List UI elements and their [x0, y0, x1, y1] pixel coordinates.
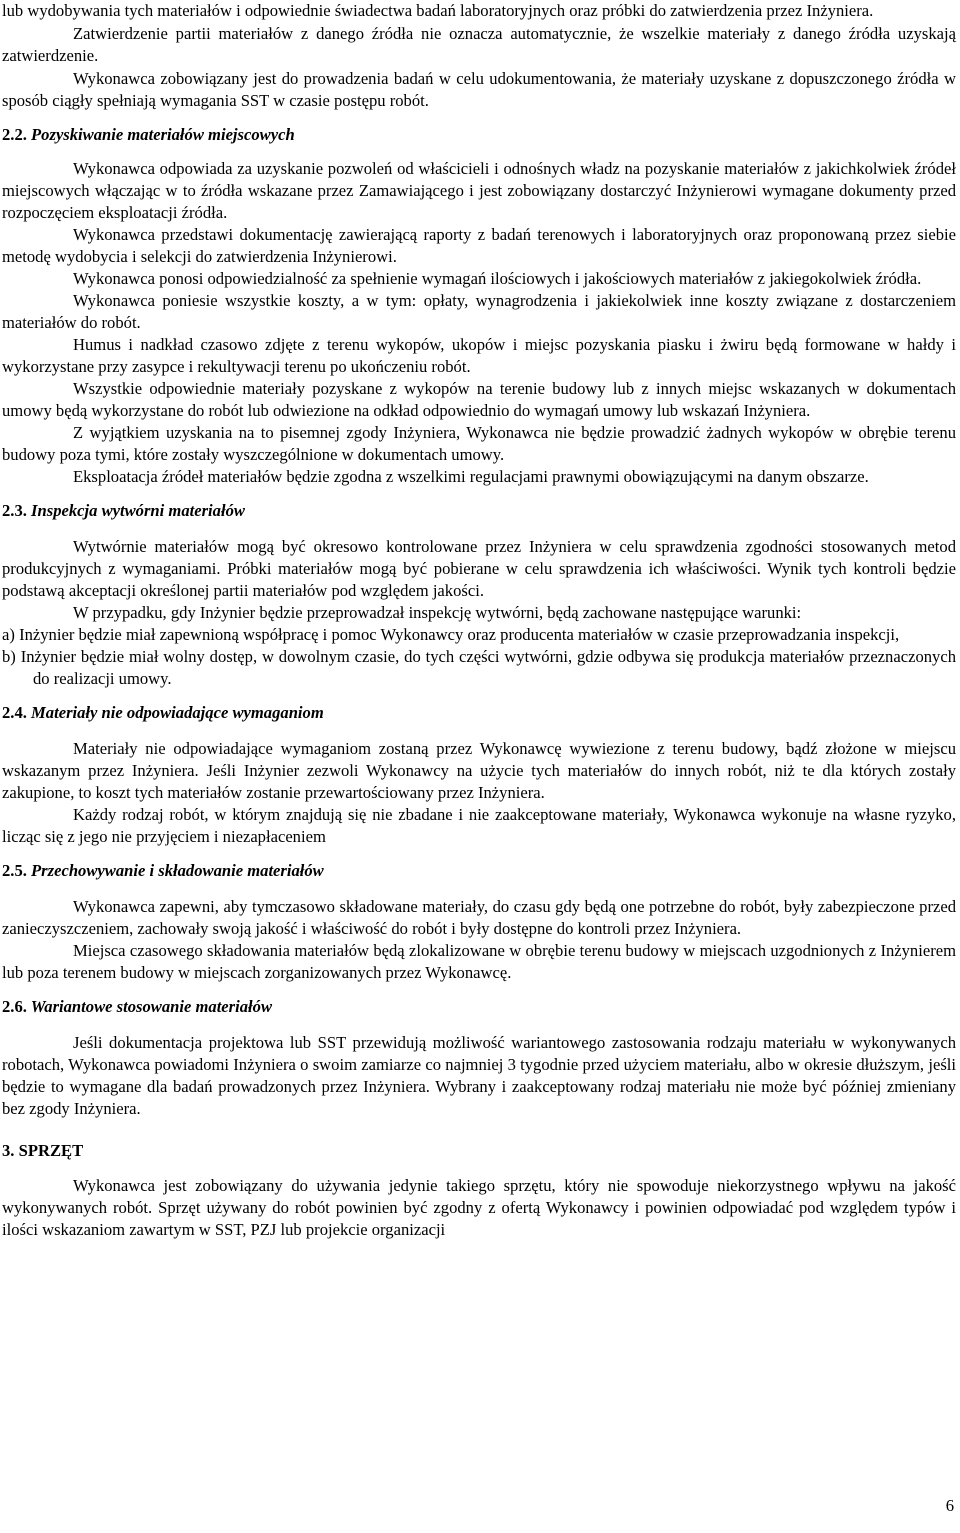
- s22-paragraph-8: Eksploatacja źródeł materiałów będzie zgodna z wszelkimi regulacjami prawnymi obowiązującymi na danym obszarze.: [73, 466, 869, 486]
- s22-paragraph-6: Wszystkie odpowiednie materiały pozyskane z wykopów na terenie budowy lub z innych miejsc wskazanych w dokumentach umowy będą wykorzystane do robót lub odwiezione na odkład odpowiednio do wymagań umowy lub wskazań Inżyniera.: [2, 378, 956, 420]
- section-title: Przechowywanie i składowanie materiałów: [31, 860, 324, 880]
- section-number: 2.3.: [2, 500, 27, 520]
- s22-paragraph-3: Wykonawca ponosi odpowiedzialność za spełnienie wymagań ilościowych i jakościowych materiałów z jakiegokolwiek źródła.: [73, 268, 922, 288]
- section-title: Inspekcja wytwórni materiałów: [31, 500, 245, 520]
- list-text: Inżynier będzie miał wolny dostęp, w dowolnym czasie, do tych części wytwórni, gdzie odbywa się produkcja materiałów przeznaczonych do realizacji umowy.: [20, 646, 956, 688]
- s22-paragraph-2: Wykonawca przedstawi dokumentację zawierającą raporty z badań terenowych i laboratoryjnych oraz proponowaną przez siebie metodę wydobycia i selekcji do zatwierdzenia Inżynierowi.: [2, 224, 956, 266]
- section-number: 2.6.: [2, 996, 27, 1016]
- chapter-3-heading: 3. SPRZĘT: [2, 1140, 84, 1160]
- list-marker: a): [2, 624, 15, 644]
- intro-paragraph-3: Wykonawca zobowiązany jest do prowadzenia badań w celu udokumentowania, że materiały uzyskane z dopuszczonego źródła w sposób ciągły spełniają wymagania SST w czasie postępu robót.: [2, 68, 956, 111]
- s26-paragraph-1: Jeśli dokumentacja projektowa lub SST przewidują możliwość wariantowego zastosowania rodzaju materiału w wykonywanych robotach, Wykonawca powiadomi Inżyniera o swoim zamiarze co najmniej 3 tygodnie przed użyciem materiału, albo w okresie dłuższym, jeśli będzie to wymagane dla badań prowadzonych przez Inżyniera. Wybrany i zaakceptowany rodzaj materiału nie może być później zmieniany bez zgody Inżyniera.: [2, 1032, 956, 1118]
- section-2-5-heading: [2, 860, 956, 882]
- document-page: [2, 0, 956, 1241]
- s22-paragraph-7: Z wyjątkiem uzyskania na to pisemnej zgody Inżyniera, Wykonawca nie będzie prowadzić żadnych wykopów w obrębie terenu budowy poza tymi, które zostały wyszczególnione w dokumentach umowy.: [2, 422, 956, 464]
- section-2-2-heading: [2, 124, 956, 146]
- s22-paragraph-1: Wykonawca odpowiada za uzyskanie pozwoleń od właścicieli i odnośnych władz na pozyskanie materiałów z jakichkolwiek źródeł miejscowych włączając w to źródła wskazane przez Zamawiającego i jest zobowiązany dostarczyć Inżynierowi wymagane dokumenty przed rozpoczęciem eksploatacji źródła.: [2, 158, 956, 222]
- s23-paragraph-1: Wytwórnie materiałów mogą być okresowo kontrolowane przez Inżyniera w celu sprawdzenia zgodności stosowanych metod produkcyjnych z wymaganiami. Próbki materiałów mogą być pobierane w celu sprawdzenia ich właściwości. Wynik tych kontroli będzie podstawą akceptacji określonej partii materiałów pod względem jakości.: [2, 536, 956, 600]
- s23-paragraph-2: W przypadku, gdy Inżynier będzie przeprowadzał inspekcję wytwórni, będą zachowane następujące warunki:: [73, 602, 802, 622]
- page-number: 6: [945, 1496, 954, 1515]
- s24-paragraph-2: Każdy rodzaj robót, w którym znajdują się nie zbadane i nie zaakceptowane materiały, Wykonawca wykonuje na własne ryzyko, licząc się z jego nie przyjęciem i niezapłaceniem: [2, 804, 956, 846]
- intro-paragraph-1: lub wydobywania tych materiałów i odpowiednie świadectwa badań laboratoryjnych oraz próbki do zatwierdzenia przez Inżyniera.: [2, 1, 874, 20]
- section-number: 2.2.: [2, 124, 27, 144]
- section-title: Pozyskiwanie materiałów miejscowych: [31, 124, 295, 144]
- s25-paragraph-1: Wykonawca zapewni, aby tymczasowo składowane materiały, do czasu gdy będą one potrzebne do robót, były zabezpieczone przed zanieczyszczeniem, zachowały swoją jakość i właściwość do robót i były dostępne do kontroli przez Inżyniera.: [2, 896, 956, 938]
- section-2-4-heading: [2, 702, 956, 724]
- list-marker: b): [2, 646, 16, 666]
- section-2-3-heading: [2, 500, 956, 522]
- s3-paragraph-1: Wykonawca jest zobowiązany do używania jedynie takiego sprzętu, który nie spowoduje niekorzystnego wpływu na jakość wykonywanych robót. Sprzęt używany do robót powinien być zgodny z ofertą Wykonawcy i powinien odpowiadać pod względem typów i ilości wskazaniom zawartym w SST, PZJ lub projekcie organizacji: [2, 1175, 956, 1239]
- s23-list-item-b: [2, 646, 956, 690]
- s23-list-item-a: [2, 624, 956, 646]
- section-number: 2.4.: [2, 702, 27, 722]
- section-number: 2.5.: [2, 860, 27, 880]
- list-text: Inżynier będzie miał zapewnioną współpracę i pomoc Wykonawcy oraz producenta materiałów w czasie przeprowadzania inspekcji,: [19, 624, 900, 644]
- intro-paragraph-2: Zatwierdzenie partii materiałów z danego źródła nie oznacza automatycznie, że wszelkie materiały z danego źródła uzyskają zatwierdzenie.: [2, 23, 956, 66]
- s24-paragraph-1: Materiały nie odpowiadające wymaganiom zostaną przez Wykonawcę wywiezione z terenu budowy, bądź złożone w miejscu wskazanym przez Inżyniera. Jeśli Inżynier zezwoli Wykonawcy na użycie tych materiałów do innych robót, niż te dla których zostały zakupione, to koszt tych materiałów zostanie przewartościowany przez Inżyniera.: [2, 738, 956, 802]
- section-title: Wariantowe stosowanie materiałów: [30, 996, 273, 1016]
- section-title: Materiały nie odpowiadające wymaganiom: [31, 702, 324, 722]
- s22-paragraph-5: Humus i nadkład czasowo zdjęte z terenu wykopów, ukopów i miejsc pozyskania piasku i żwiru będą formowane w hałdy i wykorzystane przy zasypce i rekultywacji terenu po ukończeniu robót.: [2, 334, 956, 376]
- s22-paragraph-4: Wykonawca poniesie wszystkie koszty, a w tym: opłaty, wynagrodzenia i jakiekolwiek inne koszty związane z dostarczeniem materiałów do robót.: [2, 290, 956, 332]
- section-2-6-heading: [2, 996, 956, 1018]
- s25-paragraph-2: Miejsca czasowego składowania materiałów będą zlokalizowane w obrębie terenu budowy w miejscach uzgodnionych z Inżynierem lub poza terenem budowy w miejscach zorganizowanych przez Wykonawcę.: [2, 940, 956, 982]
